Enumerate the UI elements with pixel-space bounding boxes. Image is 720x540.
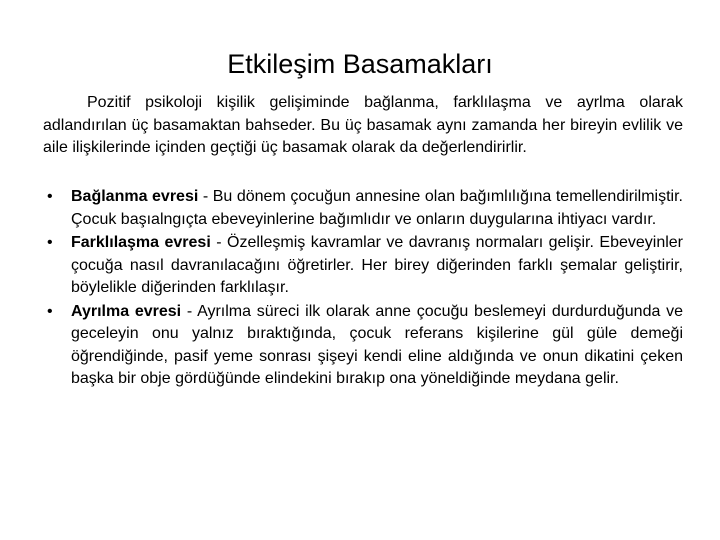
list-item-farklilasma	[43, 232, 683, 300]
stage-term: Farklılaşma evresi	[71, 234, 211, 251]
intro-paragraph: Pozitif psikoloji kişilik gelişiminde bağlanma, farklılaşma ve ayrlma olarak adlandırılan üç basamaktan bahseder. Bu üç basamak aynı zamanda her bireyin evlilik ve aile ilişkilerinde içinden geçtiği üç basamak olarak da değerlendirirlir.	[43, 94, 683, 156]
list-item-ayrilma	[43, 301, 683, 391]
bullet-icon: •	[47, 188, 53, 205]
stage-term: Bağlanma evresi	[71, 188, 199, 205]
stage-description: - Özelleşmiş kavramlar ve davranış normaları gelişir. Ebeveyinler çocuğa nasıl davranılacağını öğretirler. Her birey diğerinden farklı şemalar geliştirir, böylelikle diğerinden farklılaşır.	[71, 234, 684, 296]
stages-list	[43, 186, 683, 392]
stage-description: - Bu dönem çocuğun annesine olan bağımlılığına temellendirilmiştir. Çocuk başıalngıçta ebeveyinlerine bağımlıdır ve onların duygularına ihtiyacı vardır.	[71, 188, 683, 228]
list-item-baglanma	[43, 186, 683, 231]
slide-title: Etkileşim Basamakları	[227, 49, 493, 79]
stage-term: Ayrılma evresi	[71, 302, 182, 320]
bullet-icon: •	[47, 234, 53, 251]
stage-description: - Ayrılma süreci ilk olarak anne çocuğu beslemeyi durdurduğunda ve geceleyin onu yalnız bıraktığında, çocuk referans kişilerine gül güle demeği öğrendiğinde, pasif yeme sonrası şişeyi kendi eline aldığında ve onun dikatini çeken başka bir obje gördüğünde elindekini bırakıp ona yöneldiğinde meydana gelir.	[71, 302, 684, 387]
bullet-icon: •	[47, 302, 53, 320]
